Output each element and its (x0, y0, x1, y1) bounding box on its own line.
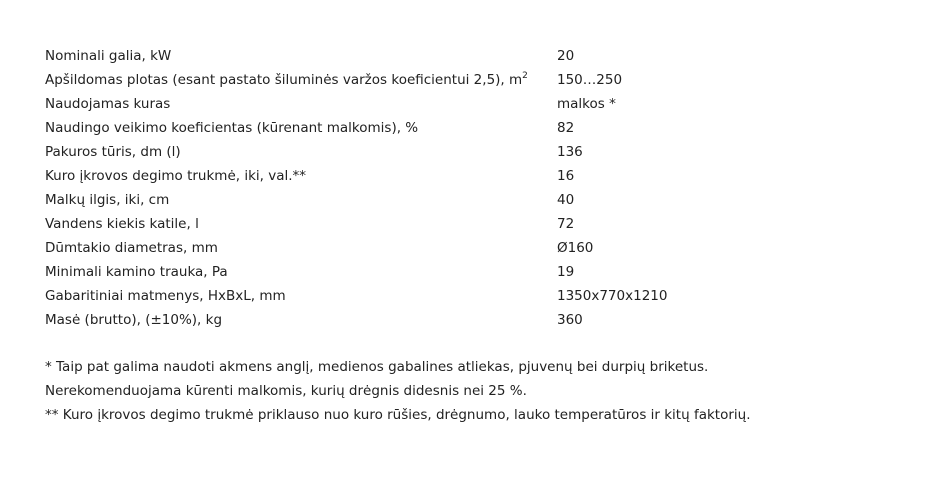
table-row (45, 188, 757, 212)
table-row (45, 92, 757, 116)
spec-value: 40 (557, 192, 575, 208)
table-row (45, 308, 757, 332)
table-row (45, 116, 757, 140)
spec-label: Vandens kiekis katile, l (45, 216, 199, 232)
footnote-fuel: * Taip pat galima naudoti akmens anglį, medienos gabalines atliekas, pjuvenų bei durpių briketus. (45, 359, 709, 375)
table-row (45, 212, 757, 236)
spec-value: Ø160 (557, 240, 594, 256)
footnote-burn-time: ** Kuro įkrovos degimo trukmė priklauso nuo kuro rūšies, drėgnumo, lauko temperatūros ir kitų faktorių. (45, 407, 751, 423)
spec-value: 1350x770x1210 (557, 288, 668, 304)
spec-label: Gabaritiniai matmenys, HxBxL, mm (45, 288, 286, 304)
table-row (45, 260, 757, 284)
table-row (45, 140, 757, 164)
table-row (45, 44, 757, 68)
table-row (45, 68, 757, 92)
unit-superscript: 2 (522, 70, 528, 81)
footnote-moisture: Nerekomenduojama kūrenti malkomis, kurių drėgnis didesnis nei 25 %. (45, 383, 527, 399)
spec-value: 136 (557, 144, 583, 160)
footnotes (45, 355, 751, 427)
spec-label: Nominali galia, kW (45, 48, 172, 64)
spec-value: 19 (557, 264, 575, 280)
table-row (45, 284, 757, 308)
spec-value: 20 (557, 48, 575, 64)
spec-label-heated-area (45, 68, 557, 92)
spec-label: Malkų ilgis, iki, cm (45, 192, 170, 208)
spec-label: Naudingo veikimo koeficientas (kūrenant malkomis), % (45, 120, 419, 136)
spec-value: 360 (557, 312, 583, 328)
spec-label: Minimali kamino trauka, Pa (45, 264, 228, 280)
spec-label: Dūmtakio diametras, mm (45, 240, 218, 256)
spec-label: Naudojamas kuras (45, 96, 171, 112)
spec-value: 72 (557, 216, 575, 232)
spec-label-text: Apšildomas plotas (esant pastato šiluminės varžos koeficientui 2,5), m (45, 72, 523, 88)
spec-label: Kuro įkrovos degimo trukmė, iki, val.** (45, 168, 307, 184)
spec-value: 82 (557, 120, 575, 136)
table-row (45, 236, 757, 260)
table-row (45, 164, 757, 188)
spec-value: malkos * (557, 96, 616, 112)
spec-label: Pakuros tūris, dm (l) (45, 144, 181, 160)
specifications-table (45, 44, 757, 332)
spec-value: 150…250 (557, 72, 623, 88)
spec-value: 16 (557, 168, 575, 184)
spec-label: Masė (brutto), (±10%), kg (45, 312, 223, 328)
